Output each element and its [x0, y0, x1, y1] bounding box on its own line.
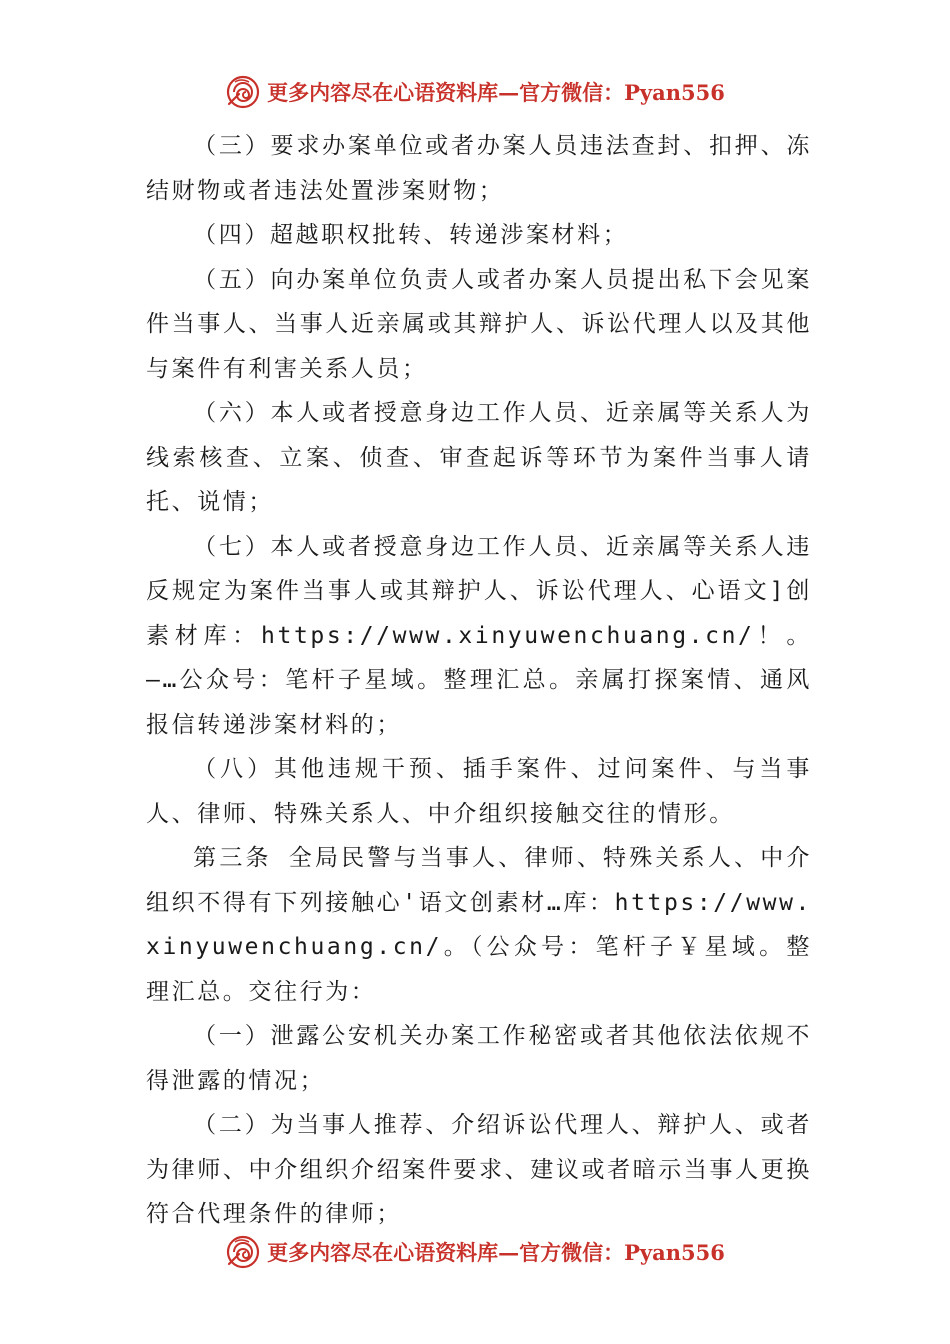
paragraph-item: 第三条 全局民警与当事人、律师、特殊关系人、中介组织不得有下列接触心'语文创素材…库：https://www.xinyuwenchuang.cn/。（公众号：笔杆子￥星域。整理汇总。交往行为：: [146, 845, 812, 1005]
spiral-swirl-logo-icon: [225, 1234, 261, 1270]
document-body: [146, 124, 812, 1237]
header-banner: [0, 70, 950, 114]
paragraph-item: （五）向办案单位负责人或者办案人员提出私下会见案件当事人、当事人近亲属或其辩护人、诉讼代理人以及其他与案件有利害关系人员；: [146, 266, 812, 382]
paragraph-item: （二）为当事人推荐、介绍诉讼代理人、辩护人、或者为律师、中介组织介绍案件要求、建议或者暗示当事人更换符合代理条件的律师；: [146, 1112, 812, 1227]
paragraph-item: （四）超越职权批转、转递涉案材料；: [193, 222, 629, 248]
paragraph-item: （七）本人或者授意身边工作人员、近亲属等关系人违反规定为案件当事人或其辩护人、诉讼代理人、心语文]创素材库：https://www.xinyuwenchuang.cn/！。—…公众号：笔杆子星域。整理汇总。亲属打探案情、通风报信转递涉案材料的；: [146, 533, 812, 738]
header-banner-text: 更多内容尽在心语资料库—官方微信：Pyan556: [267, 80, 725, 105]
footer-banner: [0, 1230, 950, 1274]
paragraph-item: （三）要求办案单位或者办案人员违法查封、扣押、冻结财物或者违法处置涉案财物；: [146, 133, 812, 204]
paragraph-item: （六）本人或者授意身边工作人员、近亲属等关系人为线索核查、立案、侦查、审查起诉等环节为案件当事人请托、说情；: [146, 400, 812, 515]
spiral-swirl-logo-icon: [225, 74, 261, 110]
paragraph-item: （八）其他违规干预、插手案件、过问案件、与当事人、律师、特殊关系人、中介组织接触交往的情形。: [146, 756, 812, 827]
footer-banner-text: 更多内容尽在心语资料库—官方微信：Pyan556: [267, 1240, 725, 1265]
paragraph-item: （一）泄露公安机关办案工作秘密或者其他依法依规不得泄露的情况；: [146, 1023, 812, 1094]
